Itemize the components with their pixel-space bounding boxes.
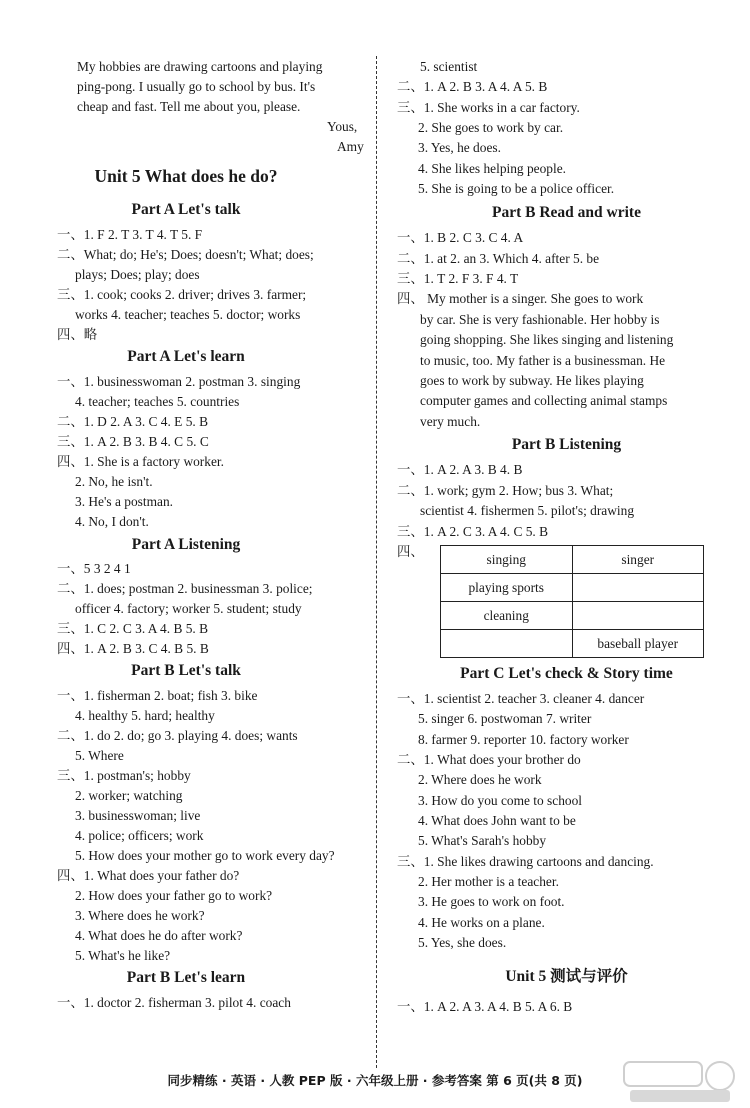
section-title: Part B Let's learn (126, 969, 246, 986)
essay-line: 四、 My mother is a singer. She goes to work (397, 291, 644, 306)
essay-line: goes to work by subway. He likes playing (420, 373, 644, 388)
answer-line: 一、1. businesswoman 2. postman 3. singing (57, 374, 301, 389)
page-footer: 同步精练 · 英语 · 人教 PEP 版 · 六年级上册 · 参考答案 第 6 页(共 8 页) (167, 1073, 583, 1088)
answer-line: 三、1. cook; cooks 2. driver; drives 3. farmer; (57, 287, 307, 302)
answer-table (440, 545, 704, 658)
answer-line: 2. No, he isn't. (75, 474, 153, 489)
answer-line: 四、 (397, 544, 424, 559)
letter-line: cheap and fast. Tell me about you, please. (77, 99, 301, 114)
watermark-bar (630, 1090, 730, 1102)
answer-line: 2. How does your father go to work? (75, 888, 273, 903)
answer-line: 三、1. She works in a car factory. (397, 100, 580, 115)
watermark-logo (620, 1058, 738, 1106)
essay-line: going shopping. She likes singing and listening (420, 332, 674, 347)
table-row (441, 630, 704, 658)
table-cell (441, 630, 573, 658)
table-cell (572, 602, 704, 630)
answer-line: 一、5 3 2 4 1 (57, 561, 131, 576)
answer-line: 2. Her mother is a teacher. (418, 874, 559, 889)
answer-line: 二、1. at 2. an 3. Which 4. after 5. be (397, 251, 600, 266)
unit-title: Unit 5 What does he do? (94, 166, 278, 186)
answer-line: 三、1. A 2. C 3. A 4. C 5. B (397, 524, 549, 539)
answer-line: 3. businesswoman; live (75, 808, 201, 823)
answer-line: 4. What does John want to be (418, 813, 576, 828)
answer-line: 一、1. fisherman 2. boat; fish 3. bike (57, 688, 258, 703)
section-title: Part A Listening (131, 536, 241, 553)
table-row (441, 546, 704, 574)
answer-line: 二、1. work; gym 2. How; bus 3. What; (397, 483, 614, 498)
answer-line: works 4. teacher; teaches 5. doctor; works (75, 307, 301, 322)
answer-line: 四、1. She is a factory worker. (57, 454, 224, 469)
letter-signature: Amy (337, 139, 364, 154)
answer-line: 3. He goes to work on foot. (418, 894, 565, 909)
answer-line: 二、1. A 2. B 3. A 4. A 5. B (397, 79, 548, 94)
answer-line: 2. worker; watching (75, 788, 183, 803)
answer-line: 二、1. What does your brother do (397, 752, 581, 767)
section-title: Part B Let's talk (131, 662, 241, 679)
essay-line: to music, too. My father is a businessman. He (420, 353, 666, 368)
letter-closing: Yous, (327, 119, 358, 134)
answer-line: 4. police; officers; work (75, 828, 204, 843)
answer-line: 三、1. postman's; hobby (57, 768, 191, 783)
table-cell: cleaning (441, 602, 573, 630)
answer-line: 2. She goes to work by car. (418, 120, 564, 135)
answer-line: 5. scientist (420, 59, 478, 74)
essay-line: computer games and collecting animal stamps (420, 393, 668, 408)
section-title: Part C Let's check & Story time (460, 665, 673, 682)
answer-line: 3. Yes, he does. (418, 140, 501, 155)
watermark-circle (706, 1062, 734, 1090)
answer-line: 二、1. D 2. A 3. C 4. E 5. B (57, 414, 209, 429)
answer-line: 4. No, I don't. (75, 514, 149, 529)
table-row (441, 602, 704, 630)
answer-line: 5. How does your mother go to work every day? (75, 848, 335, 863)
answer-line: 2. Where does he work (418, 772, 542, 787)
watermark-frame (624, 1062, 702, 1086)
answer-line: 三、1. She likes drawing cartoons and dancing. (397, 854, 654, 869)
table-cell: baseball player (572, 630, 704, 658)
letter-line: My hobbies are drawing cartoons and playing (77, 59, 323, 74)
answer-line: 5. What's Sarah's hobby (418, 833, 547, 848)
answer-line: 4. She likes helping people. (418, 161, 567, 176)
column-divider (376, 56, 377, 1068)
answer-line: 4. teacher; teaches 5. countries (75, 394, 240, 409)
section-title: Part A Let's talk (131, 201, 241, 218)
answer-line: 8. farmer 9. reporter 10. factory worker (418, 732, 629, 747)
answer-line: 三、1. C 2. C 3. A 4. B 5. B (57, 621, 209, 636)
letter-line: ping-pong. I usually go to school by bus. It's (77, 79, 316, 94)
essay-line: by car. She is very fashionable. Her hobby is (420, 312, 660, 327)
table-cell (572, 574, 704, 602)
answer-line: 4. healthy 5. hard; healthy (75, 708, 215, 723)
answer-line: 一、1. scientist 2. teacher 3. cleaner 4. dancer (397, 691, 645, 706)
answer-line: 3. He's a postman. (75, 494, 173, 509)
answer-line: 5. Yes, she does. (418, 935, 507, 950)
answer-line: plays; Does; play; does (75, 267, 200, 282)
answer-line: 一、1. F 2. T 3. T 4. T 5. F (57, 227, 203, 242)
answer-line: 一、1. B 2. C 3. C 4. A (397, 230, 524, 245)
section-title: Part B Listening (511, 436, 622, 453)
answer-line: 二、1. do 2. do; go 3. playing 4. does; wants (57, 728, 298, 743)
table-cell: playing sports (441, 574, 573, 602)
answer-line: scientist 4. fishermen 5. pilot's; drawing (420, 503, 635, 518)
answer-line: officer 4. factory; worker 5. student; study (75, 601, 302, 616)
answer-line: 5. She is going to be a police officer. (418, 181, 615, 196)
answer-line: 三、1. A 2. B 3. B 4. C 5. C (57, 434, 209, 449)
answer-line: 5. What's he like? (75, 948, 171, 963)
answer-line: 4. He works on a plane. (418, 915, 545, 930)
answer-line: 5. Where (75, 748, 124, 763)
answer-line: 四、1. What does your father do? (57, 868, 240, 883)
answer-line: 一、1. A 2. A 3. A 4. B 5. A 6. B (397, 999, 573, 1014)
answer-line: 4. What does he do after work? (75, 928, 243, 943)
section-title: Part A Let's learn (127, 348, 245, 365)
answer-line: 5. singer 6. postwoman 7. writer (418, 711, 592, 726)
essay-line: very much. (420, 414, 481, 429)
table-row (441, 574, 704, 602)
answer-line: 四、1. A 2. B 3. C 4. B 5. B (57, 641, 209, 656)
table-cell: singer (572, 546, 704, 574)
answer-line: 三、1. T 2. F 3. F 4. T (397, 271, 519, 286)
answer-line: 一、1. A 2. A 3. B 4. B (397, 462, 523, 477)
answer-line: 3. Where does he work? (75, 908, 205, 923)
section-title: Part B Read and write (492, 204, 641, 221)
answer-line: 3. How do you come to school (418, 793, 583, 808)
answer-line: 二、What; do; He's; Does; doesn't; What; does; (57, 247, 314, 262)
section-title: Unit 5 测试与评价 (505, 968, 628, 985)
answer-line: 四、略 (57, 327, 98, 342)
answer-line: 二、1. does; postman 2. businessman 3. police; (57, 581, 313, 596)
answer-line: 一、1. doctor 2. fisherman 3. pilot 4. coach (57, 995, 291, 1010)
table-cell: singing (441, 546, 573, 574)
